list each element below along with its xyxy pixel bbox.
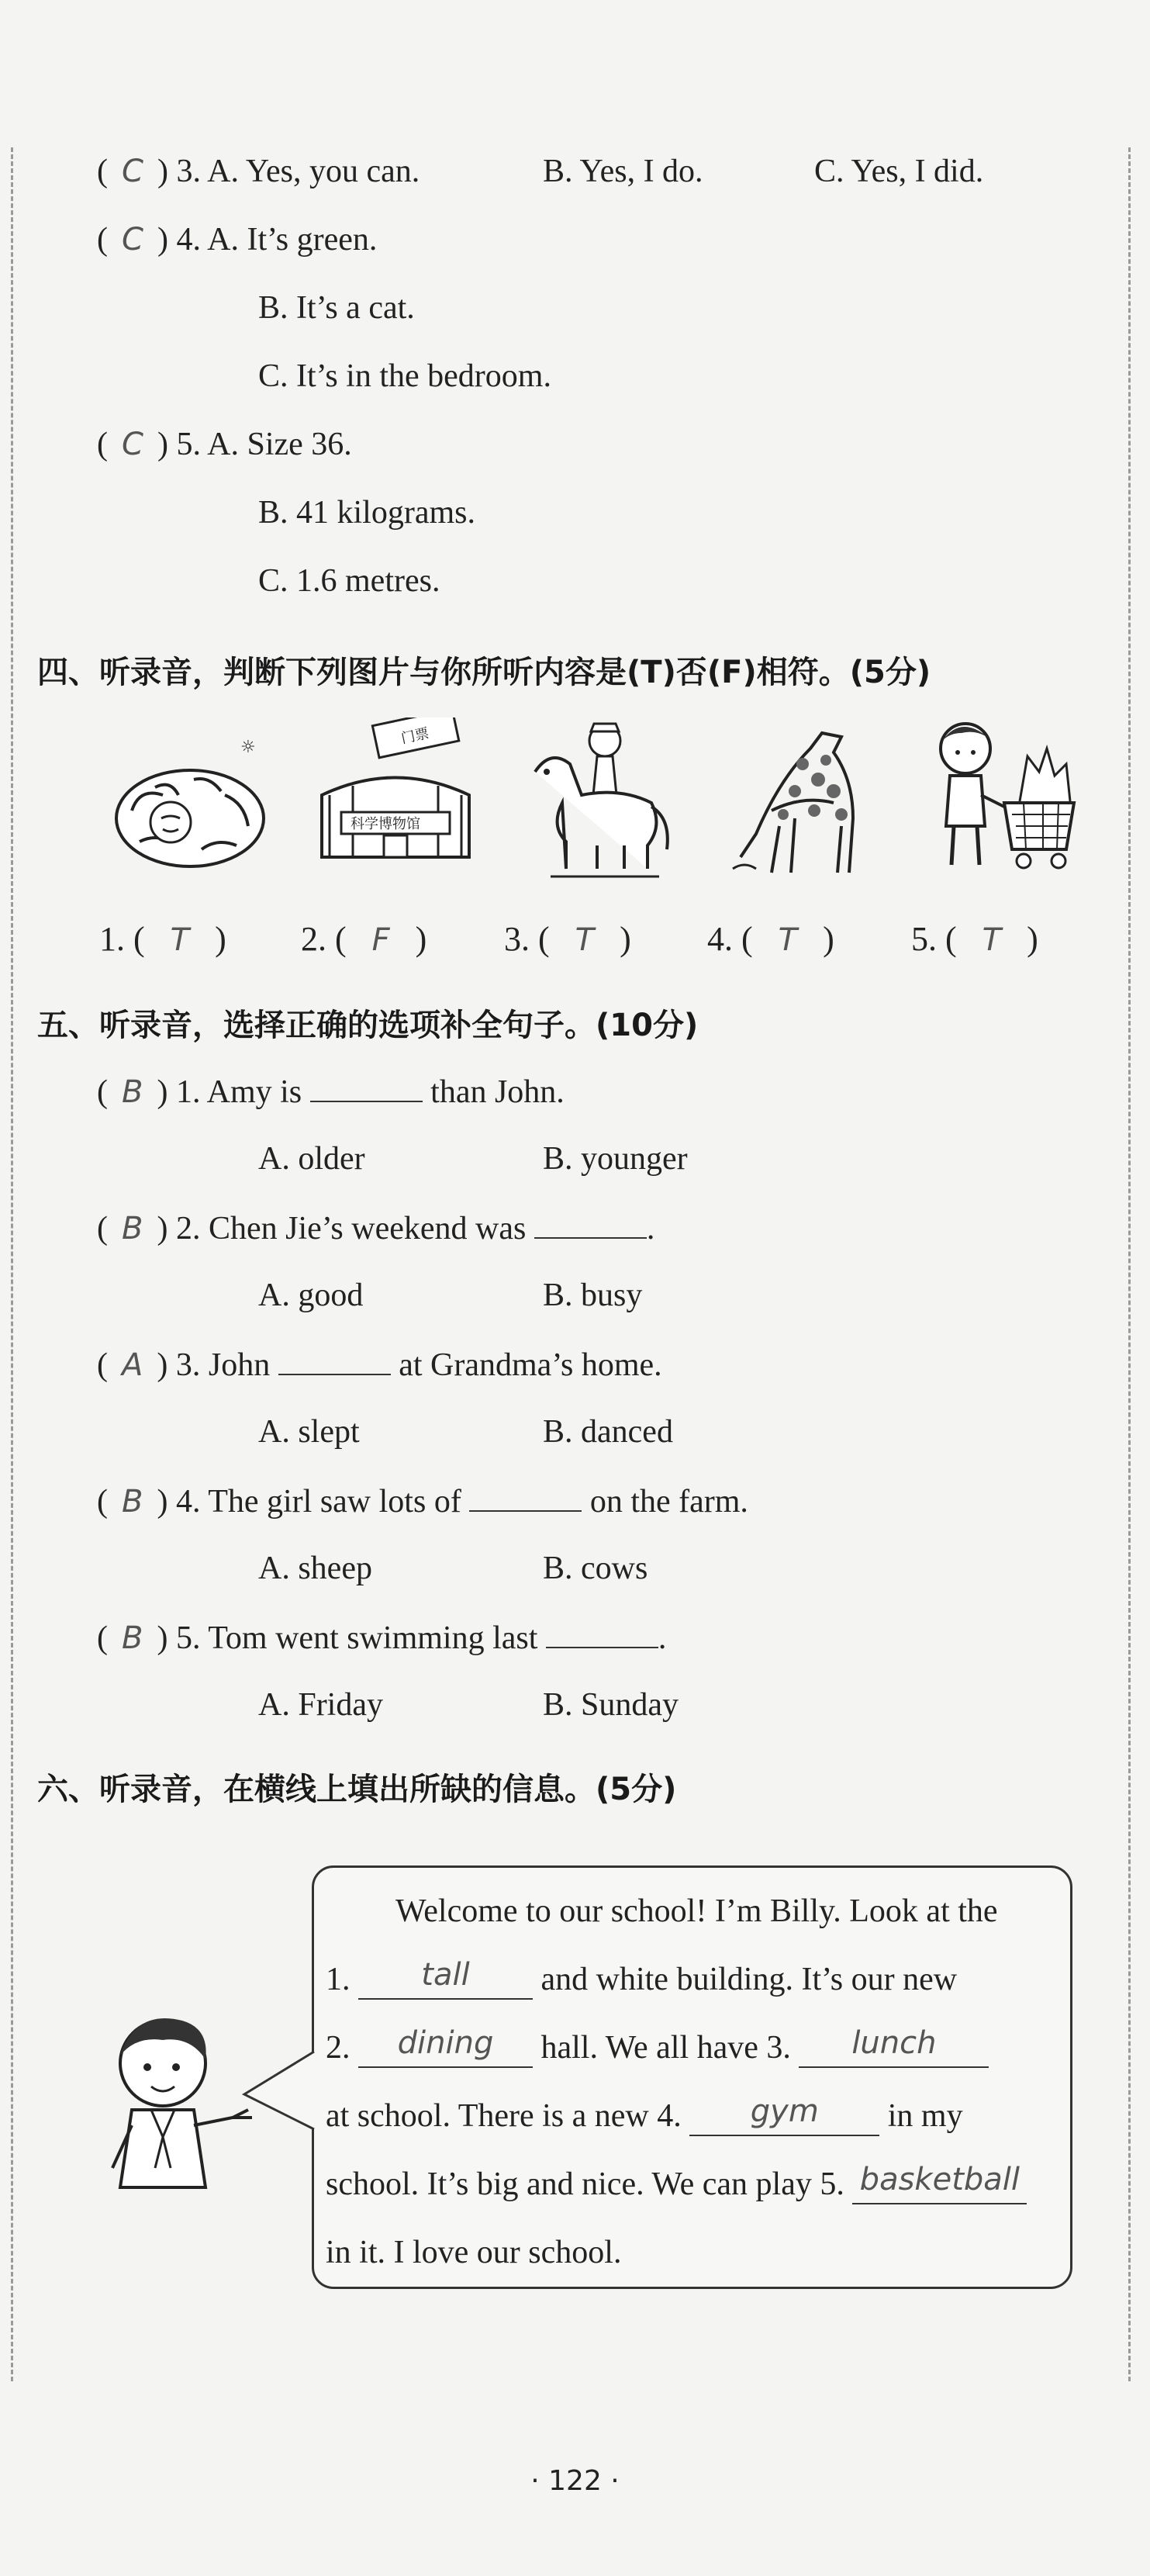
museum-sign-text: 科学博物馆 [351, 816, 420, 832]
svg-text:☼: ☼ [240, 738, 256, 757]
p5-option-2b: B. busy [543, 1278, 643, 1313]
blank-line [310, 1074, 423, 1102]
p5-question-1: ( B ) 1. Amy is than John. [97, 1074, 565, 1110]
ticket-text: 门票 [399, 725, 431, 748]
question-4: ( C ) 4. A. It’s green. [97, 222, 378, 258]
part4-heading: 四、听录音，判断下列图片与你所听内容是(T)否(F)相符。(5分) [37, 655, 931, 690]
question-5: ( C ) 5. A. Size 36. [97, 427, 352, 462]
option-3b: B. Yes, I do. [543, 154, 703, 189]
fill-blank-4: gym [689, 2097, 879, 2136]
sleeping-tiger-picture [109, 733, 271, 873]
tf-answer-4: T [778, 922, 798, 958]
p5-option-2a: A. good [258, 1278, 364, 1313]
passage-line-2: 1. tall and white building. It’s our new [326, 1961, 957, 2000]
passage-line-4: at school. There is a new 4. gym in my [326, 2097, 963, 2136]
answer-5: C [122, 427, 143, 462]
fill-blank-2: dining [358, 2029, 533, 2068]
tf-item-1: 1. ( T ) [99, 920, 226, 958]
option-5b: B. 41 kilograms. [258, 495, 475, 531]
p5-option-5a: A. Friday [258, 1687, 383, 1723]
option-3c: C. Yes, I did. [814, 154, 984, 189]
p5-answer-1: B [122, 1074, 143, 1110]
answer-4: C [122, 222, 143, 258]
fill-blank-3: lunch [799, 2029, 989, 2068]
p5-option-1a: A. older [258, 1141, 365, 1177]
p5-option-1b: B. younger [543, 1141, 688, 1177]
picture-row [0, 710, 1150, 880]
p5-option-4b: B. cows [543, 1551, 648, 1586]
option-5c: C. 1.6 metres. [258, 563, 440, 599]
shopping-boy-picture [919, 710, 1082, 880]
tf-answer-5: T [982, 922, 1002, 958]
right-dashed-border [1128, 147, 1131, 2381]
p5-question-3: ( A ) 3. John at Grandma’s home. [97, 1347, 662, 1383]
p5-answer-3: A [122, 1347, 143, 1383]
passage-line-1: Welcome to our school! I’m Billy. Look at the [395, 1893, 998, 1929]
passage-line-5: school. It’s big and nice. We can play 5. basketball [326, 2166, 1027, 2204]
passage-line-6: in it. I love our school. [326, 2235, 622, 2270]
blank-line [546, 1620, 658, 1648]
part5-heading: 五、听录音，选择正确的选项补全句子。(10分) [37, 1008, 699, 1043]
p5-answer-2: B [122, 1211, 143, 1247]
tf-item-2: 2. ( F ) [301, 920, 427, 958]
p5-question-4: ( B ) 4. The girl saw lots of on the farm. [97, 1484, 748, 1520]
question-3: ( C ) 3. A. Yes, you can. [97, 154, 420, 189]
blank-line [278, 1347, 391, 1375]
tf-item-3: 3. ( T ) [504, 920, 631, 958]
tf-answer-3: T [575, 922, 595, 958]
blank-line [469, 1484, 582, 1512]
blank-line [534, 1211, 647, 1239]
tf-answer-1: T [170, 922, 190, 958]
speech-bubble-tail [240, 2048, 318, 2133]
p5-option-3b: B. danced [543, 1414, 673, 1450]
passage-line-3: 2. dining hall. We all have 3. lunch [326, 2029, 989, 2068]
fill-blank-1: tall [358, 1961, 533, 2000]
answer-3: C [122, 154, 143, 189]
option-4b: B. It’s a cat. [258, 290, 415, 326]
page-number: · 122 · [530, 2465, 620, 2497]
tf-item-4: 4. ( T ) [707, 920, 834, 958]
tf-answer-2: F [371, 922, 390, 958]
tf-item-5: 5. ( T ) [911, 920, 1038, 958]
p5-option-5b: B. Sunday [543, 1687, 679, 1723]
p5-option-3a: A. slept [258, 1414, 360, 1450]
horse-rider-picture [520, 710, 675, 880]
p5-answer-5: B [122, 1620, 143, 1656]
fill-blank-5: basketball [852, 2166, 1027, 2204]
p5-question-5: ( B ) 5. Tom went swimming last . [97, 1620, 667, 1656]
p5-question-2: ( B ) 2. Chen Jie’s weekend was . [97, 1211, 655, 1247]
left-dashed-border [11, 147, 13, 2381]
part6-heading: 六、听录音，在横线上填出所缺的信息。(5分) [37, 1772, 677, 1807]
giraffe-picture [725, 717, 880, 880]
p5-answer-4: B [122, 1484, 143, 1520]
science-museum-picture [310, 717, 481, 873]
option-4c: C. It’s in the bedroom. [258, 358, 551, 394]
p5-option-4a: A. sheep [258, 1551, 372, 1586]
